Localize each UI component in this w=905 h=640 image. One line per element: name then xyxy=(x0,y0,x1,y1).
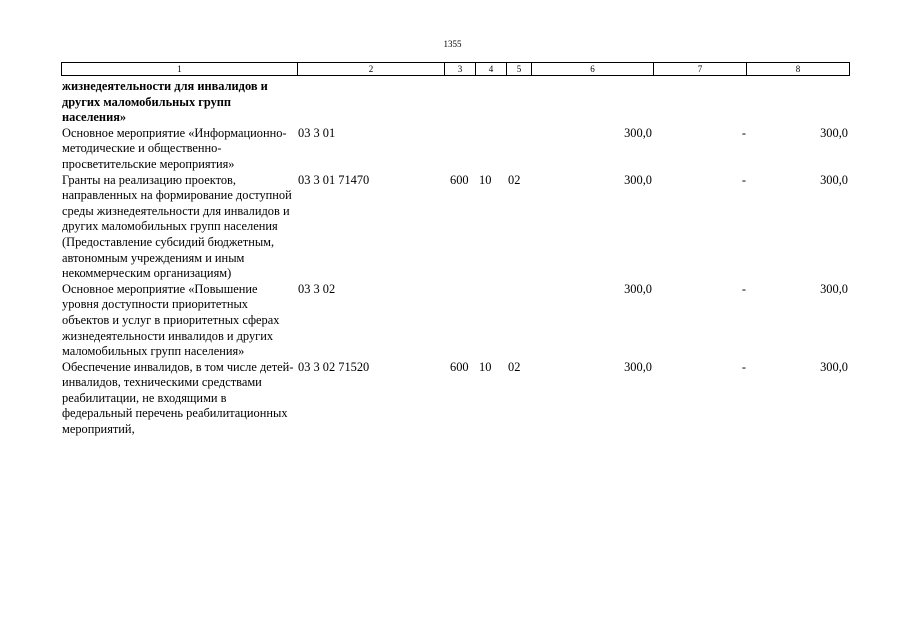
column-number-8: 8 xyxy=(747,63,850,76)
row-code: 03 3 01 71470 xyxy=(298,172,370,187)
row-pr xyxy=(506,126,531,173)
row-value-6: 300,0 xyxy=(624,359,652,374)
row-vr: 600 xyxy=(450,172,469,187)
row-value-6: 300,0 xyxy=(624,125,652,140)
row-rz: 10 xyxy=(479,359,492,374)
row-pr: 02 xyxy=(508,172,521,187)
row-name: жизнедеятельности для инвалидов и других маломобильных групп населения» xyxy=(62,79,268,125)
row-value-8 xyxy=(746,79,849,126)
column-number-4: 4 xyxy=(476,63,507,76)
column-number-6: 6 xyxy=(532,63,654,76)
row-name: Обеспечение инвалидов, в том числе детей-инвалидов, техническими средствами реабилитации, не входящими в федеральный перечень реабилитационных мероприятий, xyxy=(62,359,294,437)
row-vr xyxy=(444,79,475,126)
row-value-6: 300,0 xyxy=(624,172,652,187)
column-number-row xyxy=(62,63,850,76)
row-pr xyxy=(506,282,531,360)
page-number: 1355 xyxy=(443,39,462,49)
row-value-7 xyxy=(653,79,746,126)
row-vr: 600 xyxy=(450,359,469,374)
row-value-6 xyxy=(531,79,653,126)
row-value-7: - xyxy=(741,172,746,187)
table-row xyxy=(61,173,849,282)
row-rz xyxy=(475,79,506,126)
column-number-1: 1 xyxy=(62,63,298,76)
row-code: 03 3 01 xyxy=(298,125,336,140)
row-value-7: - xyxy=(741,125,746,140)
table-row xyxy=(61,79,849,126)
row-pr: 02 xyxy=(508,359,521,374)
row-code xyxy=(297,79,444,126)
row-rz xyxy=(475,282,506,360)
row-rz xyxy=(475,126,506,173)
row-code: 03 3 02 71520 xyxy=(298,359,370,374)
row-value-8: 300,0 xyxy=(820,125,848,140)
row-value-8: 300,0 xyxy=(820,281,848,296)
row-value-8: 300,0 xyxy=(820,359,848,374)
table-row xyxy=(61,282,849,360)
row-vr xyxy=(444,126,475,173)
row-name: Основное мероприятие «Информационно-методические и общественно-просветительские мероприятия» xyxy=(62,125,287,171)
column-number-7: 7 xyxy=(654,63,747,76)
budget-table xyxy=(61,79,849,438)
row-value-8: 300,0 xyxy=(820,172,848,187)
column-number-3: 3 xyxy=(445,63,476,76)
column-number-2: 2 xyxy=(298,63,445,76)
row-pr xyxy=(506,79,531,126)
table-row xyxy=(61,360,849,438)
row-rz: 10 xyxy=(479,172,492,187)
column-number-header xyxy=(61,62,850,76)
row-vr xyxy=(444,282,475,360)
row-name: Основное мероприятие «Повышение уровня доступности приоритетных объектов и услуг в приоритетных сферах жизнедеятельности инвалидов и других маломобильных групп населения» xyxy=(62,281,280,359)
row-value-7: - xyxy=(741,359,746,374)
table-row xyxy=(61,126,849,173)
column-number-5: 5 xyxy=(507,63,532,76)
row-code: 03 3 02 xyxy=(298,281,336,296)
row-value-6: 300,0 xyxy=(624,281,652,296)
row-name: Гранты на реализацию проектов, направленных на формирование доступной среды жизнедеятельности для инвалидов и других маломобильных групп населения (Предоставление субсидий бюджетным, автономным учреждениям и иным некоммерческим организациям) xyxy=(62,172,292,281)
row-value-7: - xyxy=(741,281,746,296)
